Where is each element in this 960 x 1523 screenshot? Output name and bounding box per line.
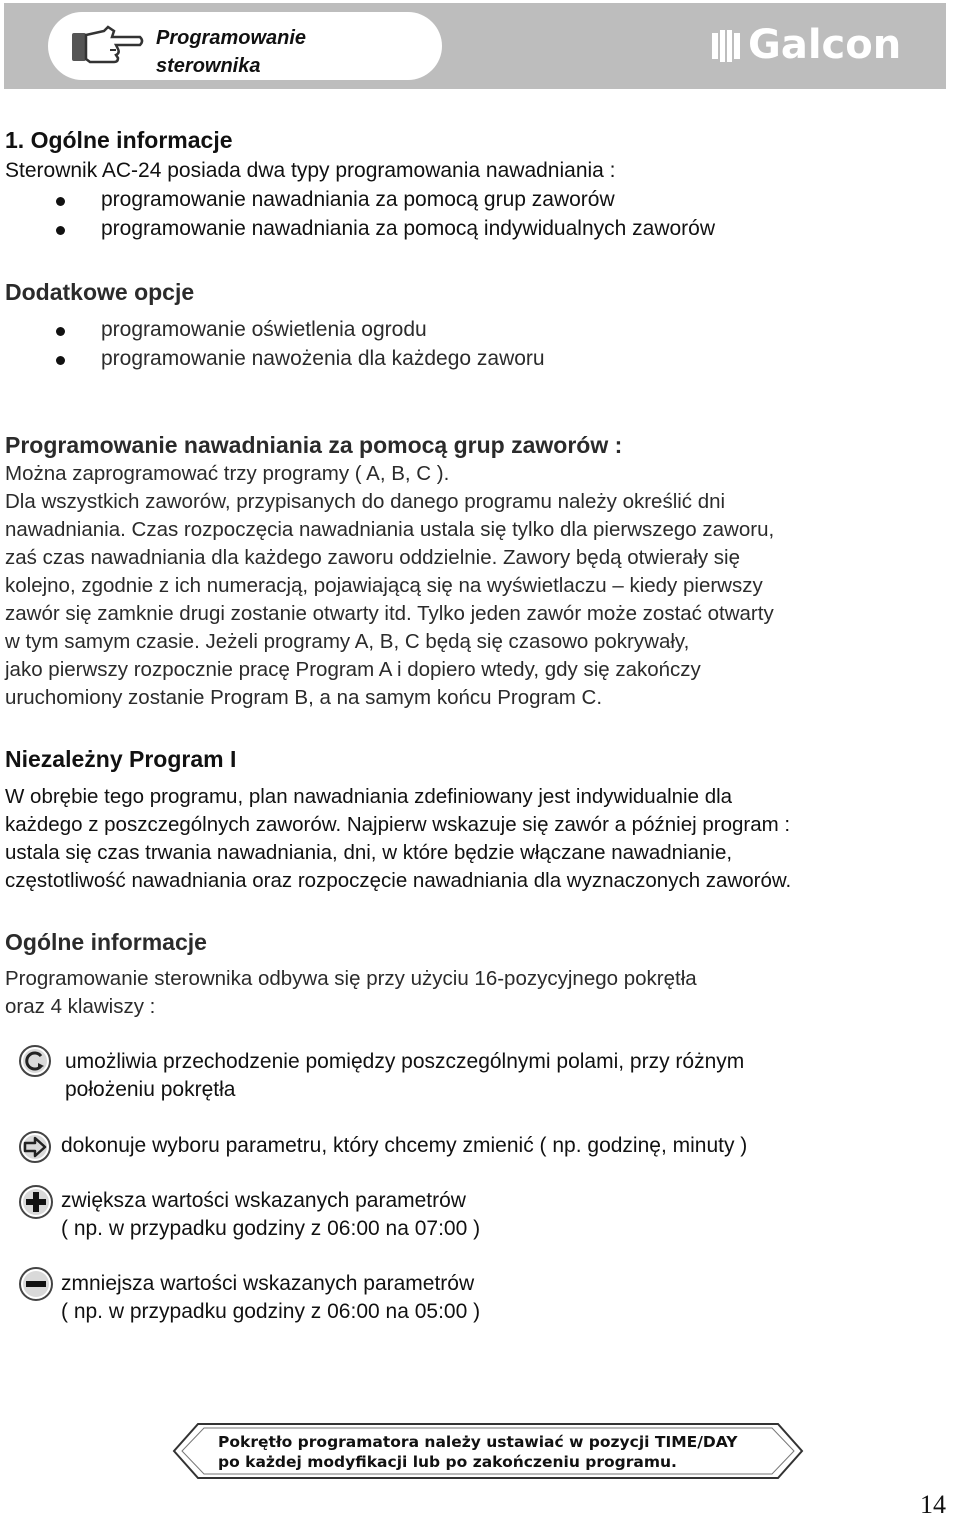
header-title-pill [48,12,442,80]
group-programming-text [5,460,935,712]
header-title-line2: sterownika [156,55,261,77]
group-programming-heading: Programowanie nawadniania za pomocą grup zaworów : [5,432,623,458]
text-line: każdego z poszczególnych zaworów. Najpierw wskazuje się zawór a później program : [5,813,791,836]
bullet-dot [56,226,65,235]
text-line: Programowanie sterownika odbywa się przy użyciu 16-pozycyjnego pokrętła [5,967,697,990]
text-line: oraz 4 klawiszy : [5,995,156,1018]
galcon-logo-icon [708,27,744,65]
bullet-dot [56,327,65,336]
minus-icon [18,1266,54,1302]
general-info-heading: Ogólne informacje [5,929,207,955]
cycle-icon [18,1044,52,1078]
text-line: w tym samym czasie. Jeżeli programy A, B, C będą się czasowo pokrywały, [5,630,690,653]
text-line: kolejno, zgodnie z ich numeracją, pojawiającą się na wyświetlaczu – kiedy pierwszy [5,574,763,597]
header-title [156,24,306,80]
key-description: ( np. w przypadku godziny z 06:00 na 05:00 ) [61,1300,481,1323]
key-description: umożliwia przechodzenie pomiędzy poszczególnymi polami, przy różnym [65,1050,745,1073]
plus-icon [18,1184,54,1220]
general-info-text [5,965,935,1021]
list-item: programowanie nawadniania za pomocą grup zaworów [101,188,615,211]
list-item: programowanie oświetlenia ogrodu [101,318,427,341]
note-line: Pokrętło programatora należy ustawiać w pozycji TIME/DAY [218,1433,738,1451]
text-line: Można zaprogramować trzy programy ( A, B, C ). [5,462,450,485]
bullet-dot [56,197,65,206]
extras-heading: Dodatkowe opcje [5,279,195,305]
brand-name: Galcon [748,22,902,68]
text-line: ustala się czas trwania nawadniania, dni, w które będzie włączane nawadnianie, [5,841,733,864]
text-line: zawór się zamknie drugi zostanie otwarty itd. Tylko jeden zawór może zostać otwarty [5,602,774,625]
list-item: programowanie nawożenia dla każdego zaworu [101,347,545,370]
note-box [168,1422,808,1480]
text-line: nawadniania. Czas rozpoczęcia nawadniania ustala się tylko dla pierwszego zaworu, [5,518,775,541]
note-line: po każdej modyfikacji lub po zakończeniu programu. [218,1453,677,1471]
bullet-dot [56,356,65,365]
text-line: W obrębie tego programu, plan nawadniania zdefiniowany jest indywidualnie dla [5,785,733,808]
independent-program-heading: Niezależny Program I [5,746,237,772]
page-number: 14 [920,1490,946,1519]
header-title-line1: Programowanie [156,27,307,49]
header-bar [4,3,946,89]
section-intro: Sterownik AC-24 posiada dwa typy programowania nawadniania : [5,159,616,182]
text-line: uruchomiony zostanie Program B, a na samym końcu Program C. [5,686,603,709]
independent-program-text [5,783,935,895]
key-description: zwiększa wartości wskazanych parametrów [61,1189,466,1212]
text-line: zaś czas nawadniania dla każdego zaworu oddzielnie. Zawory będą otwierały się [5,546,740,569]
text-line: jako pierwszy rozpocznie pracę Program A i dopiero wtedy, gdy się zakończy [5,658,701,681]
key-description: położeniu pokrętła [65,1078,236,1101]
arrow-right-icon [18,1130,52,1164]
text-line: częstotliwość nawadniania oraz rozpoczęcie nawadniania dla wyznaczonych zaworów. [5,869,792,892]
section-heading-general: 1. Ogólne informacje [5,127,233,153]
note-text [218,1432,738,1472]
key-description: dokonuje wyboru parametru, który chcemy zmienić ( np. godzinę, minuty ) [61,1134,748,1157]
key-description: zmniejsza wartości wskazanych parametrów [61,1272,475,1295]
text-line: Dla wszystkich zaworów, przypisanych do danego programu należy określić dni [5,490,726,513]
key-description: ( np. w przypadku godziny z 06:00 na 07:00 ) [61,1217,481,1240]
pointing-hand-icon [70,25,144,67]
list-item: programowanie nawadniania za pomocą indywidualnych zaworów [101,217,716,240]
